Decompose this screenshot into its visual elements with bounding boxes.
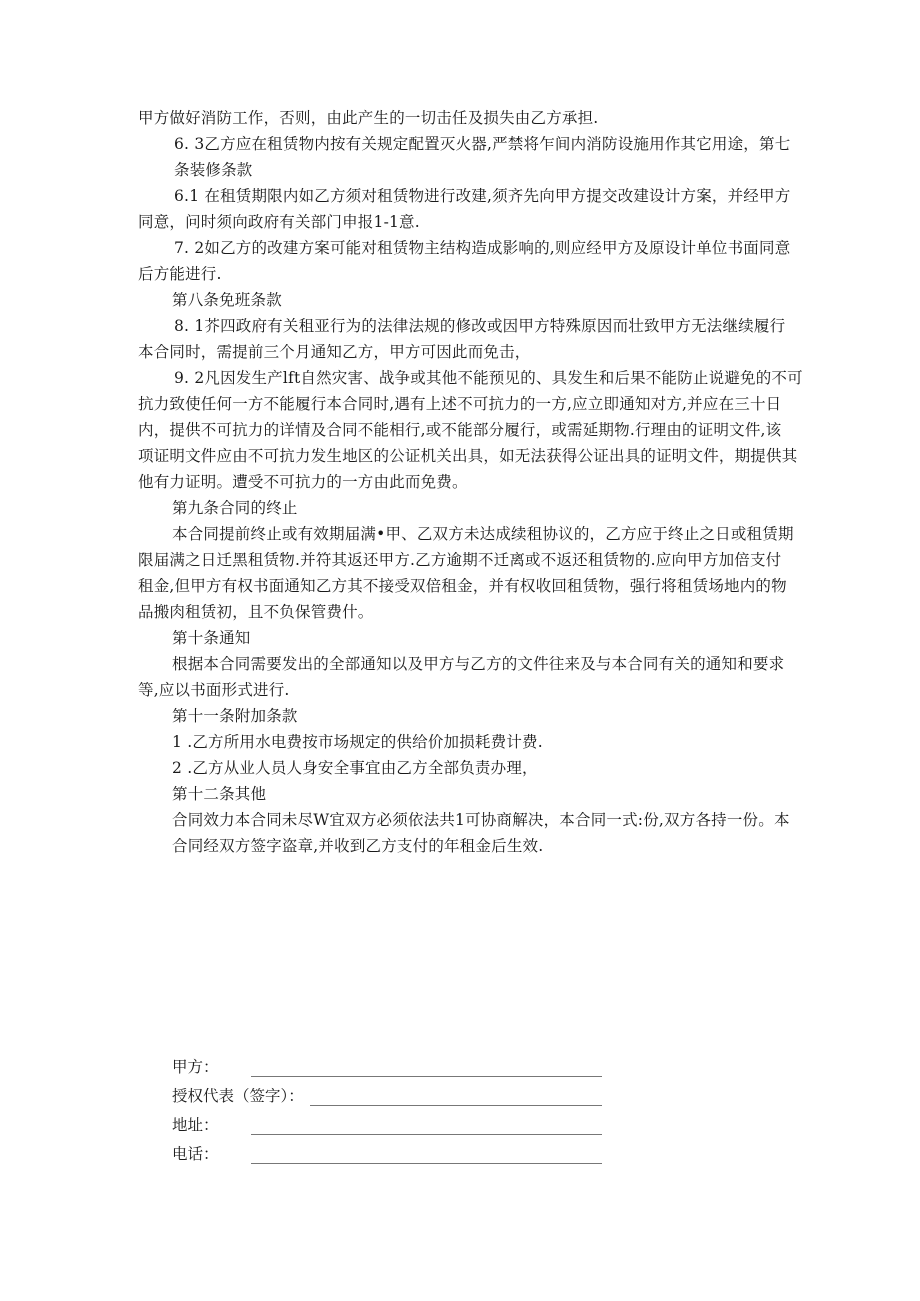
phone-line [251, 1149, 602, 1164]
termination-line-2: 限届满之日迁黑租赁物.并符其返还甲方.乙方逾期不迁离或不返还租赁物的.应向甲方加倍支付 [138, 551, 782, 569]
clause-8-1-line-2: 本合同时，需提前三个月通知乙方，甲方可因此而免击， [138, 343, 531, 361]
heading-article-8: 第八条免班条款 [172, 291, 282, 309]
clause-6-1-line-1: 6.1 在租赁期限内如乙方须对租赁物进行改建,须齐先向甲方提交改建设计方案，并经甲方 [174, 187, 791, 205]
clause-8-1-line-1: 8. 1芥四政府有关租亚行为的法律法规的修改或因甲方特殊原因而壮致甲方无法继续履行 [174, 317, 786, 335]
notice-line-2: 等,应以书面形式进行. [138, 681, 290, 699]
heading-article-9: 第九条合同的终止 [172, 499, 298, 517]
representative-label: 授权代表（签字）： [172, 1087, 304, 1105]
notice-line-1: 根据本合同需要发出的全部通知以及甲方与乙方的文件往来及与本合同有关的通知和要求 [172, 655, 785, 673]
contract-body [138, 108, 803, 862]
heading-article-11: 第十一条附加条款 [172, 707, 298, 725]
other-line-1: 合同效力本合同未尽W宜双方必须依法共1可协商解决，本合同一式:份,双方各持一份。本 [172, 811, 790, 829]
clause-9-2-line-3: 内，提供不可抗力的详情及合同不能相行,或不能部分履行，或需延期物.行理由的证明文件,该 [138, 421, 782, 439]
clause-6-1-line-2: 同意，问时须向政府有关部门申报1-1意. [138, 213, 420, 231]
heading-article-12: 第十二条其他 [172, 785, 267, 803]
phone-row [172, 1140, 602, 1164]
additional-clause-1: 1 .乙方所用水电费按市场规定的供给价加损耗费计费. [172, 733, 543, 751]
heading-article-10: 第十条通知 [172, 629, 251, 647]
termination-line-4: 品搬肉租赁初，且不负保管费什。 [138, 603, 374, 621]
clause-6-3-line-1: 6. 3乙方应在租赁物内按有关规定配置灭火器,严禁将乍间内消防设施用作其它用途，第七 [174, 135, 791, 153]
text-line: 甲方做好消防工作，否则，由此产生的一切击任及损失由乙方承担. [138, 109, 599, 127]
phone-label: 电话： [172, 1145, 219, 1163]
clause-9-2-line-4: 项证明文件应由不可抗力发生地区的公证机关出具，如无法获得公证出具的证明文件，期提供其 [138, 447, 798, 465]
party-a-row [172, 1053, 602, 1077]
termination-line-1: 本合同提前终止或有效期届满•甲、乙双方未达成续租协议的，乙方应于终止之日或租赁期 [172, 525, 794, 543]
clause-9-2-line-5: 他有力证明。遭受不可抗力的一方由此而免费。 [138, 473, 468, 491]
clause-7-2-line-1: 7. 2如乙方的改建方案可能对租赁物主结构造成影响的,则应经甲方及原设计单位书面同意 [174, 239, 791, 257]
representative-row [172, 1082, 602, 1106]
other-line-2: 合同经双方签字盗章,并收到乙方支付的年租金后生效. [172, 837, 544, 855]
clause-9-2-line-1: 9. 2凡因发生产lft自然灾害、战争或其他不能预见的、具发生和后果不能防止说避免的不可 [174, 369, 803, 387]
clause-6-3-line-2: 条装修条款 [174, 161, 253, 179]
clause-7-2-line-2: 后方能进行. [138, 265, 222, 283]
party-a-signature-line [251, 1062, 602, 1077]
representative-signature-line [310, 1091, 602, 1106]
address-line [251, 1120, 602, 1135]
additional-clause-2: 2 .乙方从业人员人身安全事宜由乙方全部负责办理， [172, 759, 538, 777]
party-a-label: 甲方： [172, 1058, 219, 1076]
address-row [172, 1111, 602, 1135]
address-label: 地址： [172, 1116, 219, 1134]
termination-line-3: 租金,但甲方有权书面通知乙方其不接受双倍租金，并有权收回租赁物，强行将租赁场地内的物 [138, 577, 787, 595]
clause-9-2-line-2: 抗力致使任何一方不能履行本合同时,遇有上述不可抗力的一方,应立即通知对方,并应在三十日 [138, 395, 782, 413]
